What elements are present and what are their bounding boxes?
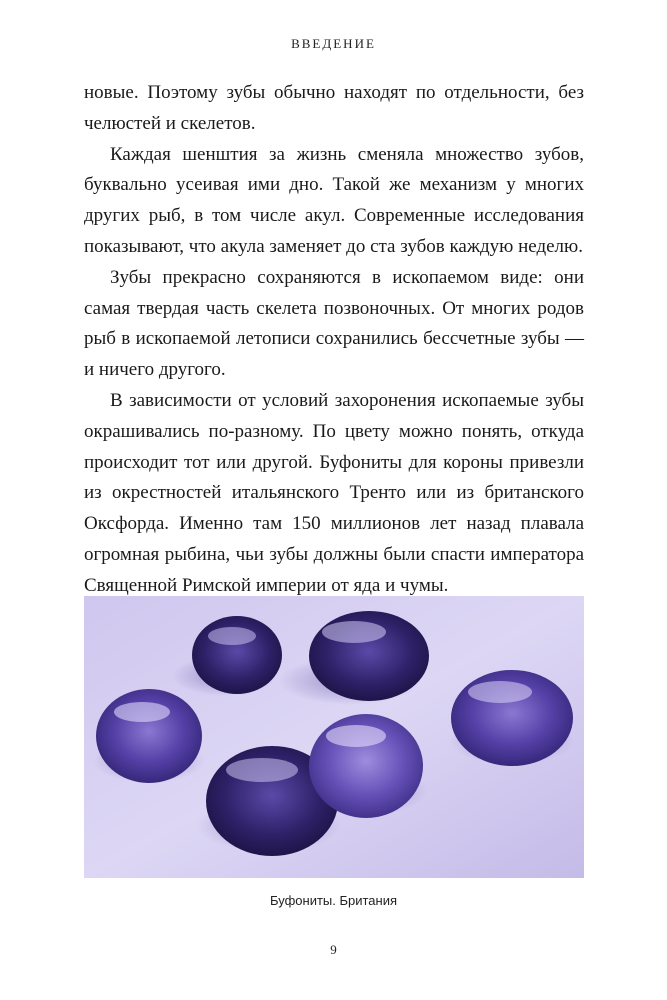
bufonite-photo [84, 596, 584, 878]
paragraph-4: В зависимости от условий захоронения ископаемые зубы окрашивались по-разному. По цвету можно понять, откуда происходит тот или другой. Буфониты для короны привезли из окрестностей итальянского Тренто или из британского Оксфорда. Именно там 150 миллионов лет назад плавала огромная рыбина, чьи зубы должны были спасти императора Священной Римской империи от яда и чумы. [84, 389, 584, 596]
figure-caption: Буфониты. Британия [269, 893, 398, 908]
stone-2 [309, 611, 429, 701]
stone-1 [192, 616, 282, 694]
running-header: ВВЕДЕНИЕ [291, 36, 376, 51]
stone-5 [309, 714, 423, 818]
paragraph-3: Зубы прекрасно сохраняются в ископаемом виде: они самая твердая часть скелета позвоночных. От многих родов рыб в ископаемой летописи сохранились бессчетные зубы — и ничего другого. [84, 266, 584, 381]
stone-6 [451, 670, 573, 766]
paragraph-2: Каждая шенштия за жизнь сменяла множество зубов, буквально усеивая ими дно. Такой же механизм у многих других рыб, в том числе акул. Современные исследования показывают, что акула заменяет до ста зубов каждую неделю. [84, 143, 584, 257]
paragraph-1: новые. Поэтому зубы обычно находят по отдельности, без челюстей и скелетов. [84, 82, 584, 134]
page-number: 9 [330, 942, 337, 957]
stone-3 [96, 689, 202, 783]
